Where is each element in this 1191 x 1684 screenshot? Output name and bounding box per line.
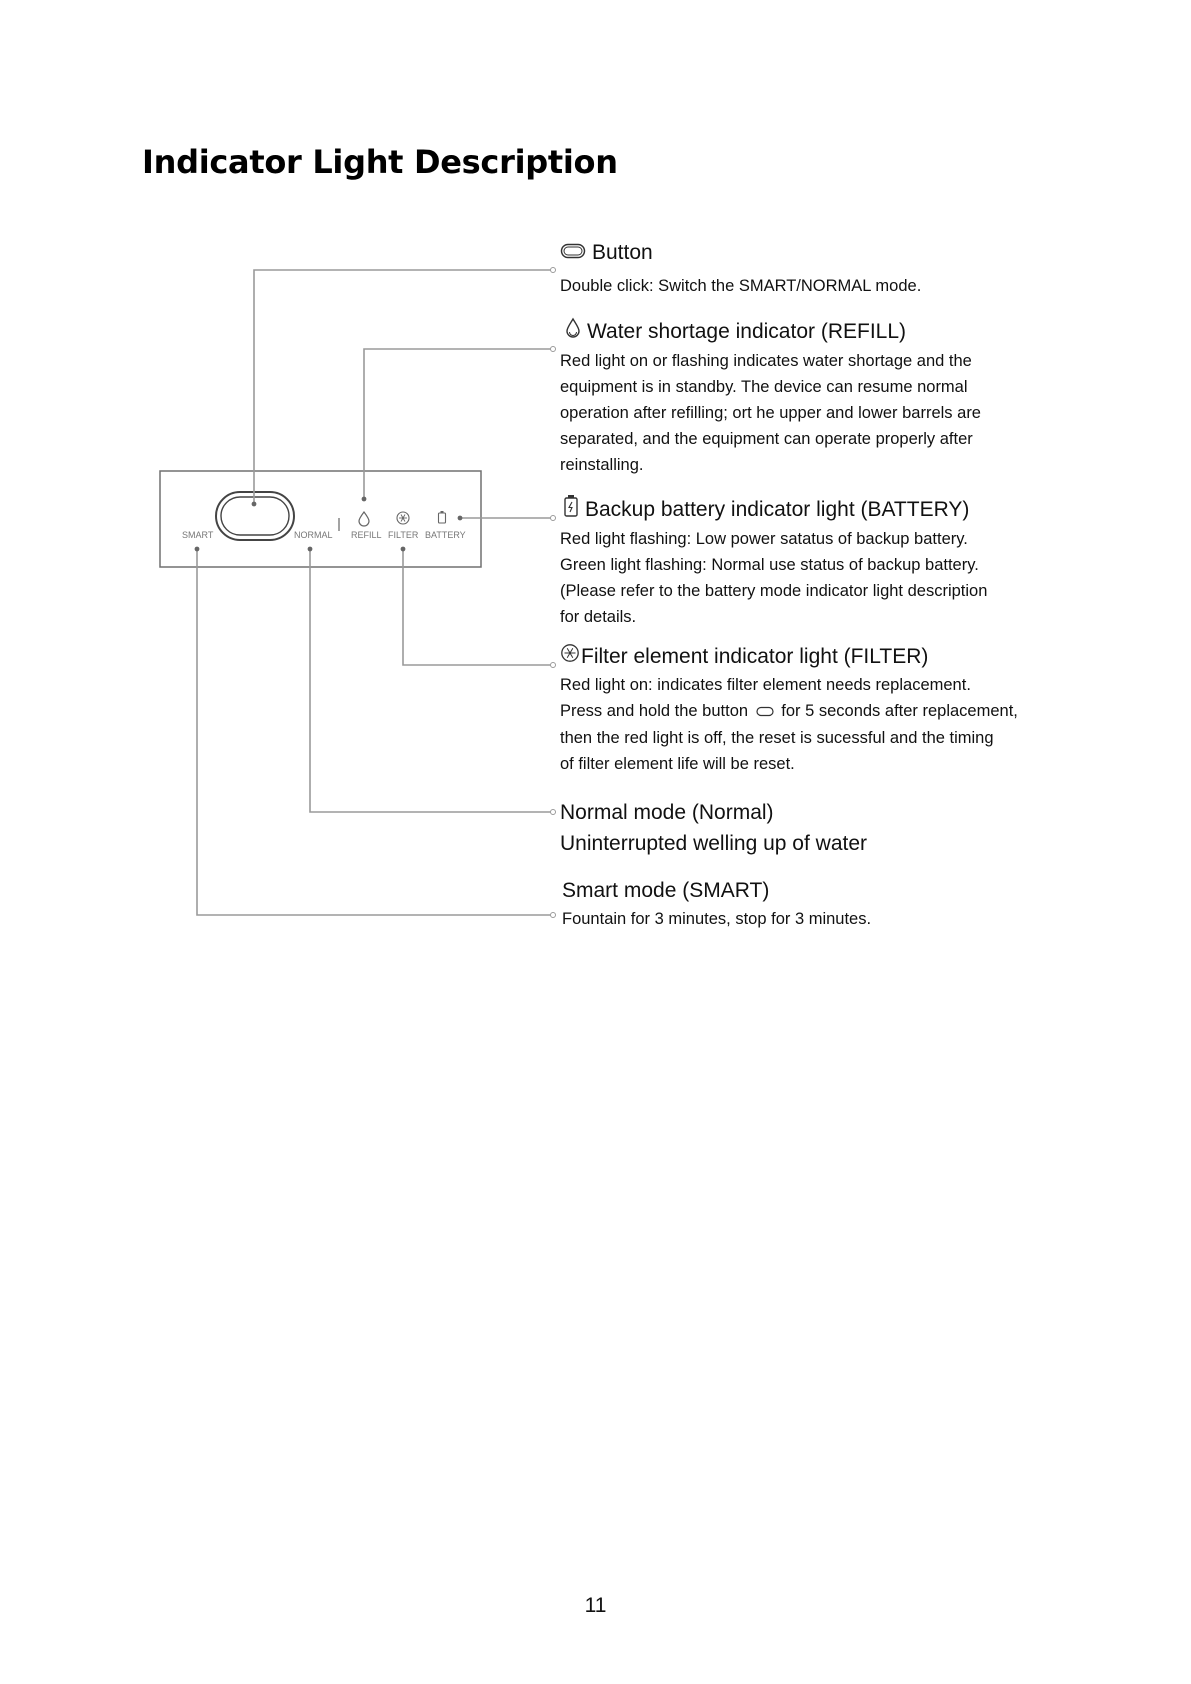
filter-line: of filter element life will be reset. bbox=[560, 754, 795, 773]
battery-line: Green light flashing: Normal use status of backup battery. bbox=[560, 556, 979, 574]
filter-line: Red light on: indicates filter element needs replacement. bbox=[560, 676, 971, 694]
refill-line: reinstalling. bbox=[560, 456, 644, 474]
refill-section-title: Water shortage indicator (REFILL) bbox=[587, 319, 907, 343]
panel-label-smart: SMART bbox=[182, 530, 214, 540]
battery-section-title: Backup battery indicator light (BATTERY) bbox=[585, 497, 970, 521]
smart-section-title: Smart mode (SMART) bbox=[562, 879, 770, 902]
leader-normal bbox=[310, 549, 553, 812]
leader-button bbox=[254, 270, 553, 504]
battery-icon bbox=[563, 494, 579, 525]
filter-icon bbox=[560, 643, 580, 670]
battery-line: Red light flashing: Low power satatus of backup battery. bbox=[560, 530, 968, 548]
section-normal bbox=[560, 797, 1060, 859]
refill-line: operation after refilling; ort he upper and lower barrels are bbox=[560, 404, 981, 422]
section-button bbox=[560, 240, 1060, 299]
normal-section-title: Normal mode (Normal) bbox=[560, 801, 774, 824]
smart-section-desc: Fountain for 3 minutes, stop for 3 minutes. bbox=[562, 910, 872, 928]
panel-label-normal: NORMAL bbox=[294, 530, 333, 540]
button-section-title: Button bbox=[592, 241, 653, 264]
refill-line: separated, and the equipment can operate properly after bbox=[560, 430, 973, 448]
panel-button-outer bbox=[216, 492, 294, 540]
leader-smart bbox=[197, 549, 553, 915]
refill-line: equipment is in standby. The device can resume normal bbox=[560, 378, 968, 396]
section-smart bbox=[562, 875, 1062, 932]
page-title: Indicator Light Description bbox=[142, 143, 618, 181]
filter-line-part: for 5 seconds after replacement, bbox=[781, 702, 1018, 720]
section-battery bbox=[560, 494, 1060, 630]
section-filter bbox=[560, 643, 1060, 777]
filter-line: then the red light is off, the reset is sucessful and the timing bbox=[560, 728, 994, 747]
refill-line: Red light on or flashing indicates water shortage and the bbox=[560, 352, 972, 370]
water-drop-icon bbox=[565, 317, 581, 346]
panel-label-filter: FILTER bbox=[388, 530, 419, 540]
control-panel-outline bbox=[160, 471, 481, 567]
filter-section-title: Filter element indicator light (FILTER) bbox=[581, 644, 929, 668]
filter-line bbox=[560, 698, 1060, 725]
panel-label-battery: BATTERY bbox=[425, 530, 466, 540]
filter-line-part: Press and hold the button bbox=[560, 702, 749, 720]
button-icon bbox=[560, 240, 586, 266]
button-section-text: Double click: Switch the SMART/NORMAL mode. bbox=[560, 277, 922, 295]
normal-section-desc: Uninterrupted welling up of water bbox=[560, 832, 868, 855]
section-refill bbox=[560, 317, 1060, 478]
battery-line: for details. bbox=[560, 608, 637, 626]
battery-line: (Please refer to the battery mode indicator light description bbox=[560, 582, 988, 600]
page-number: 11 bbox=[584, 1594, 607, 1617]
panel-label-refill: REFILL bbox=[351, 530, 382, 540]
button-inline-icon bbox=[756, 699, 774, 725]
